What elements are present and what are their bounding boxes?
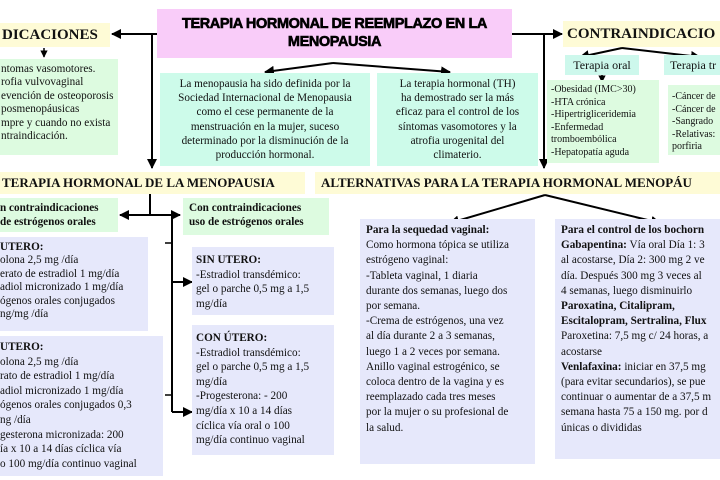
oral-no-uterus-item: olona 2,5 mg /día (0, 254, 79, 267)
oral-therapy-label (565, 55, 639, 75)
oral-uterus-item: gesterona micronizada: 200 (0, 428, 124, 441)
td-no-uterus-item: mg/día (196, 297, 228, 310)
hot-flashes-line: 4 semanas, luego disminuirlo (561, 284, 693, 297)
oral-uterus-item: ógenos orales conjugados 0,3 (0, 399, 132, 412)
with-ci-line: Con contraindicaciones (189, 202, 302, 214)
hot-flashes-box (555, 219, 720, 459)
td-no-uterus-header: SIN UTERO: (196, 254, 261, 266)
dryness-header: Para la sequedad vaginal: (366, 224, 490, 236)
transdermal-no-uterus-box (192, 247, 334, 315)
without-ci-line: n contraindicaciones (0, 202, 99, 214)
oral-uterus-item: olona 2,5 mg /día (0, 355, 79, 368)
contraindications-header-text: CONTRAINDICACIO (567, 26, 716, 42)
main-title (157, 9, 512, 58)
indication-item: rofia vulvovaginal (1, 76, 84, 89)
efficacy-line: La terapia hormonal (TH) (399, 78, 516, 90)
td-uterus-item: mg/día continuo vaginal (196, 434, 305, 447)
hot-flashes-line: únicas o divididas (561, 421, 642, 434)
hot-flashes-line: continuar o aumentar de a 37,5 m (561, 391, 712, 404)
definition-line: determinado por la disminución de la (181, 134, 349, 147)
transdermal-therapy-label-text: Terapia tr (670, 58, 717, 72)
hot-flashes-line: Escitalopram, Sertralina, Flux (561, 315, 707, 328)
hot-flashes-line: (para evitar secundarios), se pue (561, 376, 706, 389)
hot-flashes-line: Paroxetina: 7,5 mg c/ 24 horas, a (561, 330, 709, 343)
hot-flashes-line: Paroxatina, Citalipram, (561, 300, 675, 313)
oral-uterus-item: o 100 mg/día continuo vaginal (0, 457, 137, 470)
td-uterus-item: -Progesterona: - 200 (196, 390, 288, 403)
arrow-title-to-efficacy (333, 63, 450, 72)
transdermal-therapy-label (664, 55, 720, 75)
dryness-item: luego 1 a 2 veces por semana. (366, 345, 500, 358)
arrow-title-to-definition (265, 63, 333, 72)
dryness-item: por semana. (366, 300, 421, 313)
oral-no-uterus-item: ógenos orales conjugados (0, 294, 115, 307)
with-ci-line: uso de estrógenos orales (189, 216, 304, 228)
indications-header-text: DICACIONES (2, 27, 98, 43)
oral-uterus-item: rato de estradiol 1 mg/día (0, 370, 115, 383)
oral-contra-item: tromboembólica (551, 134, 617, 146)
dryness-item: Como hormona tópica se utiliza (366, 239, 509, 252)
definition-line: menstruación en la mujer, suceso (190, 120, 340, 133)
oral-contra-item: -HTA crónica (551, 96, 606, 108)
td-contra-item: -Sangrado (672, 116, 714, 128)
definition-line: La menopausia ha sido definida por la (179, 78, 351, 90)
dryness-item: durante dos semanas, luego dos (366, 284, 508, 297)
indication-item: mpre y cuando no exista (1, 116, 111, 129)
efficacy-line: ha demostrado ser la más (400, 92, 515, 105)
oral-no-uterus-item: erato de estradiol 1 mg/día (0, 267, 120, 280)
oral-uterus-item: ng /día (0, 413, 31, 426)
oral-therapy-label-text: Terapia oral (573, 58, 631, 72)
hot-flashes-line: día. Después 300 mg 3 veces al (561, 269, 702, 282)
without-ci-line: de estrógenos orales (0, 216, 96, 228)
efficacy-line: atrofia urogenital del (410, 134, 505, 147)
oral-no-uterus-box (0, 237, 148, 331)
td-uterus-item: mg/día (196, 375, 228, 388)
efficacy-line: climaterio. (433, 149, 482, 162)
dryness-item: -Crema de estrógenos, una vez (366, 315, 504, 328)
oral-no-uterus-header: UTERO: (0, 241, 44, 253)
vaginal-dryness-box (360, 219, 535, 464)
hot-flashes-header: Para el control de los bochorn (561, 224, 705, 236)
indication-item: evención de osteoporosis (1, 89, 114, 102)
indication-item: ntomas vasomotores. (1, 63, 96, 75)
definition-line: como el cese permanente de la (196, 106, 334, 119)
efficacy-line: eficaz para el control de los (395, 106, 520, 119)
oral-contra-item: -Enfermedad (551, 121, 604, 133)
td-no-uterus-item: gel o parche 0,5 mg a 1,5 (196, 283, 310, 296)
alternatives-header (315, 172, 720, 194)
alternatives-header-text: ALTERNATIVAS PARA LA TERAPIA HORMONAL MENOPÁU (321, 175, 692, 190)
dryness-item: coloca dentro de la vagina y es (366, 376, 504, 389)
dryness-item: reemplazado cada tres meses (366, 391, 496, 404)
with-contraindications-box (183, 198, 329, 235)
oral-contra-item: -Hepatopatía aguda (551, 146, 630, 158)
hot-flashes-line: Gabapentina: Vía oral Día 1: 3 (561, 239, 705, 252)
td-contra-item: porfiria (672, 141, 702, 153)
hormone-therapy-efficacy (377, 73, 538, 166)
oral-uterus-item: adiol micronizado 1 mg/día (0, 384, 124, 397)
definition-line: producción hormonal. (215, 149, 315, 162)
td-contra-item: -Cáncer de (672, 103, 716, 115)
contraindications-header (563, 21, 720, 47)
td-contra-item: -Cáncer de (672, 91, 716, 102)
menopause-definition (160, 73, 370, 166)
dryness-item: la salud. (366, 421, 404, 434)
dryness-item: -Tableta vaginal, 1 diaria (366, 269, 478, 282)
td-no-uterus-item: -Estradiol transdémico: (196, 268, 301, 281)
efficacy-line: síntomas vasomotores y la (398, 120, 517, 133)
indications-list (0, 59, 118, 155)
td-uterus-item: gel o parche 0,5 mg a 1,5 (196, 361, 310, 374)
oral-no-uterus-item: ng/mg /día (0, 308, 49, 321)
indication-item: ntraindicación. (1, 130, 68, 143)
dryness-item: estrógeno vaginal: (366, 254, 449, 267)
main-title-line-1: TERAPIA HORMONAL DE REEMPLAZO EN LA (181, 16, 487, 32)
dryness-item: al día durante 2 a 3 semanas, (366, 330, 495, 343)
definition-line: Sociedad Internacional de Menopausia (178, 92, 352, 105)
indications-header (0, 23, 110, 47)
hot-flashes-line: Venlafaxina: iniciar en 37,5 mg (561, 360, 706, 373)
oral-no-uterus-item: adiol micronizado 1 mg/día (0, 281, 124, 294)
transdermal-uterus-box (192, 325, 334, 455)
oral-contraindications-list (547, 80, 659, 163)
therapy-header-text: TERAPIA HORMONAL DE LA MENOPAUSIA (2, 175, 275, 190)
dryness-item: Anillo vaginal estrogénico, se (366, 360, 500, 373)
td-uterus-item: -Estradiol transdémico: (196, 346, 301, 359)
indication-item: posmenopáusicas (1, 103, 80, 116)
td-uterus-item: mg/día x 10 a 14 días (196, 404, 293, 417)
hot-flashes-line: al acostarse, Día 2: 300 mg 2 ve (561, 254, 705, 267)
oral-contra-item: -Hipertrigliceridemia (551, 109, 636, 121)
dryness-item: por la mujer o su profesional de (366, 406, 509, 419)
hot-flashes-line: acostarse (561, 345, 602, 358)
main-title-line-2: MENOPAUSIA (287, 34, 382, 50)
td-uterus-item: cíclica vía oral o 100 (196, 419, 290, 432)
td-contra-item: -Relativas: (672, 128, 716, 140)
oral-uterus-box (0, 336, 163, 476)
oral-uterus-item: ía x 10 a 14 días cíclica vía (0, 443, 122, 456)
oral-uterus-header: UTERO: (0, 341, 44, 353)
hot-flashes-line: semana hasta 75 a 150 mg. por d (561, 406, 708, 419)
therapy-header (0, 172, 305, 194)
oral-contra-item: -Obesidad (IMC>30) (551, 84, 636, 95)
without-contraindications-box (0, 198, 118, 232)
td-uterus-header: CON ÚTERO: (196, 332, 268, 344)
transdermal-contraindications-list (668, 85, 720, 155)
